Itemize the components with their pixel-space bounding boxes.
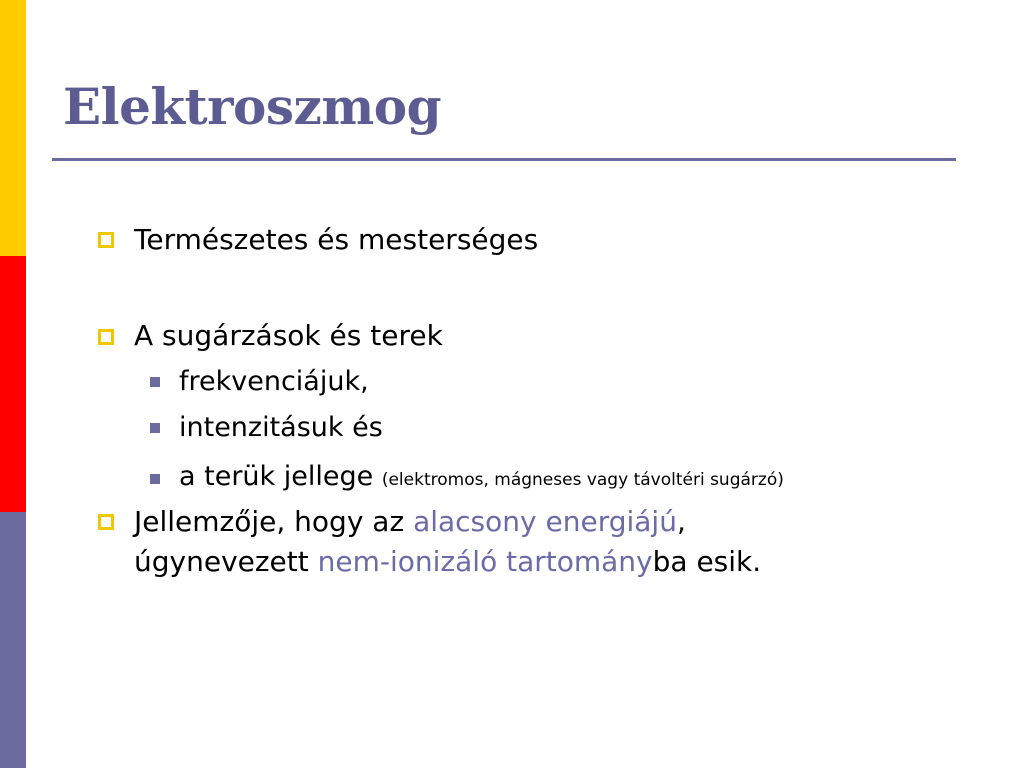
text-run: úgynevezett [134, 545, 318, 578]
bullet-text-2: A sugárzások és terek [134, 319, 443, 352]
filled-square-bullet-icon [150, 474, 160, 484]
square-bullet-icon [98, 514, 114, 530]
highlight-text: nem-ionizáló tartomány [317, 545, 653, 578]
filled-square-bullet-icon [150, 377, 160, 387]
slide-title: Elektroszmog [63, 77, 442, 136]
title-divider [52, 158, 956, 161]
sub-bullet-text-2: intenzitásuk és [179, 412, 383, 443]
sub-bullet-main: a terük jellege [179, 461, 374, 492]
bullet-text-3-line-2 [134, 542, 761, 582]
square-bullet-icon [98, 232, 114, 248]
text-run: , [676, 505, 686, 538]
square-bullet-icon [98, 329, 114, 345]
filled-square-bullet-icon [150, 423, 160, 433]
bullet-text-1: Természetes és mesterséges [134, 223, 539, 256]
text-run: Jellemzője, hogy az [134, 505, 414, 538]
sub-bullet-text-3 [179, 457, 784, 500]
highlight-text: alacsony energiájú [413, 505, 677, 538]
sub-bullet-note: (elektromos, mágneses vagy távoltéri sugárzó) [381, 470, 784, 490]
text-run: ba esik. [652, 545, 762, 578]
accent-bar-blue [0, 512, 26, 768]
accent-bar-red [0, 256, 26, 512]
bullet-text-3-line-1 [134, 502, 686, 542]
sub-bullet-text-1: frekvenciájuk, [179, 366, 369, 397]
accent-bar-yellow [0, 0, 26, 256]
